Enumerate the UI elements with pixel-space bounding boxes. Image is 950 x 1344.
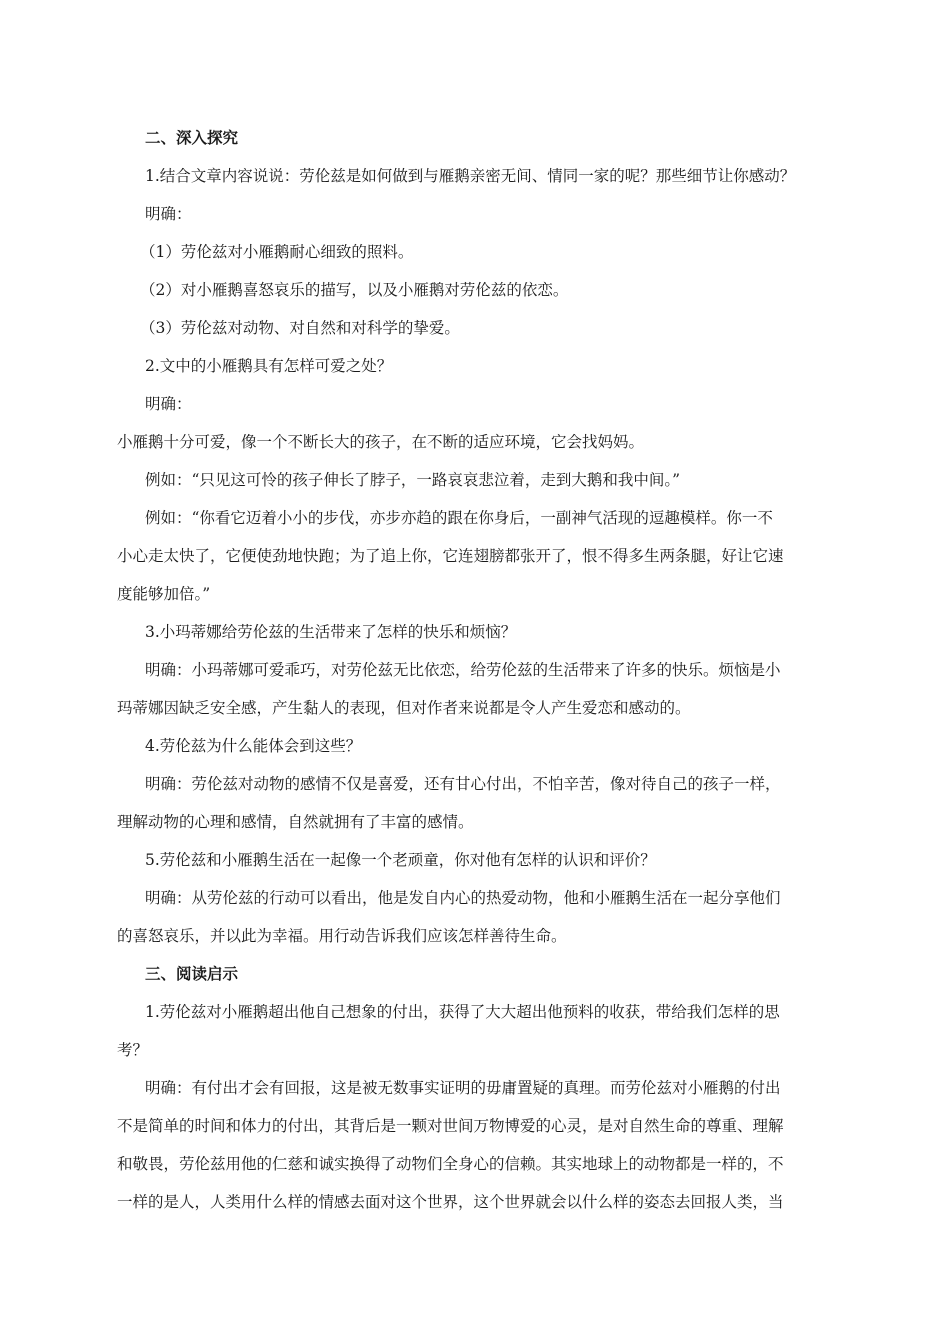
answer-4-line-1: 明确：劳伦兹对动物的感情不仅是喜爱，还有甘心付出，不怕辛苦，像对待自己的孩子一样， bbox=[145, 775, 781, 793]
question-5: 5.劳伦兹和小雁鹅生活在一起像一个老顽童，你对他有怎样的认识和评价？ bbox=[145, 851, 656, 869]
answer-5-line-1: 明确：从劳伦兹的行动可以看出，他是发自内心的热爱动物，他和小雁鹅生活在一起分享他们 bbox=[145, 889, 781, 907]
answer-point-2: （2）对小雁鹅喜怒哀乐的描写，以及小雁鹅对劳伦兹的依恋。 bbox=[140, 281, 569, 299]
insight-answer-line-2: 不是简单的时间和体力的付出，其背后是一颗对世间万物博爱的心灵，是对自然生命的尊重、理解 bbox=[117, 1117, 784, 1135]
answer-3-line-2: 玛蒂娜因缺乏安全感，产生黏人的表现，但对作者来说都是令人产生爱恋和感动的。 bbox=[117, 699, 691, 717]
insight-answer-line-1: 明确：有付出才会有回报，这是被无数事实证明的毋庸置疑的真理。而劳伦兹对小雁鹅的付出 bbox=[145, 1079, 781, 1097]
answer-text: 小雁鹅十分可爱，像一个不断长大的孩子，在不断的适应环境，它会找妈妈。 bbox=[117, 433, 645, 451]
example-2-line-2: 小心走太快了，它便使劲地快跑；为了追上你，它连翅膀都张开了，恨不得多生两条腿，好让它速 bbox=[117, 547, 784, 565]
section-heading: 二、深入探究 bbox=[145, 129, 239, 147]
answer-4-line-2: 理解动物的心理和感情，自然就拥有了丰富的感情。 bbox=[117, 813, 474, 831]
answer-point-3: （3）劳伦兹对动物、对自然和对科学的挚爱。 bbox=[140, 319, 460, 337]
insight-answer-line-3: 和敬畏，劳伦兹用他的仁慈和诚实换得了动物们全身心的信赖。其实地球上的动物都是一样的，不 bbox=[117, 1155, 784, 1173]
insight-answer-line-4: 一样的是人，人类用什么样的情感去面对这个世界，这个世界就会以什么样的姿态去回报人类，当 bbox=[117, 1193, 784, 1211]
question-1: 1.结合文章内容说说：劳伦兹是如何做到与雁鹅亲密无间、情同一家的呢？那些细节让你感动？ bbox=[145, 167, 796, 185]
example-2-line-1: 例如：“你看它迈着小小的步伐，亦步亦趋的跟在你身后，一副神气活现的逗趣模样。你一不 bbox=[145, 509, 773, 527]
answer-3-line-1: 明确：小玛蒂娜可爱乖巧，对劳伦兹无比依恋，给劳伦兹的生活带来了许多的快乐。烦恼是小 bbox=[145, 661, 781, 679]
question-3: 3.小玛蒂娜给劳伦兹的生活带来了怎样的快乐和烦恼？ bbox=[145, 623, 517, 641]
answer-point-1: （1）劳伦兹对小雁鹅耐心细致的照料。 bbox=[140, 243, 414, 261]
section-heading: 三、阅读启示 bbox=[145, 965, 239, 983]
answer-label: 明确： bbox=[145, 395, 192, 413]
answer-5-line-2: 的喜怒哀乐，并以此为幸福。用行动告诉我们应该怎样善待生命。 bbox=[117, 927, 567, 945]
example-1: 例如：“只见这可怜的孩子伸长了脖子，一路哀哀悲泣着，走到大鹅和我中间。” bbox=[145, 471, 681, 489]
example-2-line-3: 度能够加倍。” bbox=[117, 585, 211, 603]
question-4: 4.劳伦兹为什么能体会到这些？ bbox=[145, 737, 362, 755]
question-2: 2.文中的小雁鹅具有怎样可爱之处？ bbox=[145, 357, 393, 375]
insight-question-line-2: 考？ bbox=[117, 1041, 149, 1059]
insight-question-line-1: 1.劳伦兹对小雁鹅超出他自己想象的付出，获得了大大超出他预料的收获，带给我们怎样的思 bbox=[145, 1003, 780, 1021]
answer-label: 明确： bbox=[145, 205, 192, 223]
